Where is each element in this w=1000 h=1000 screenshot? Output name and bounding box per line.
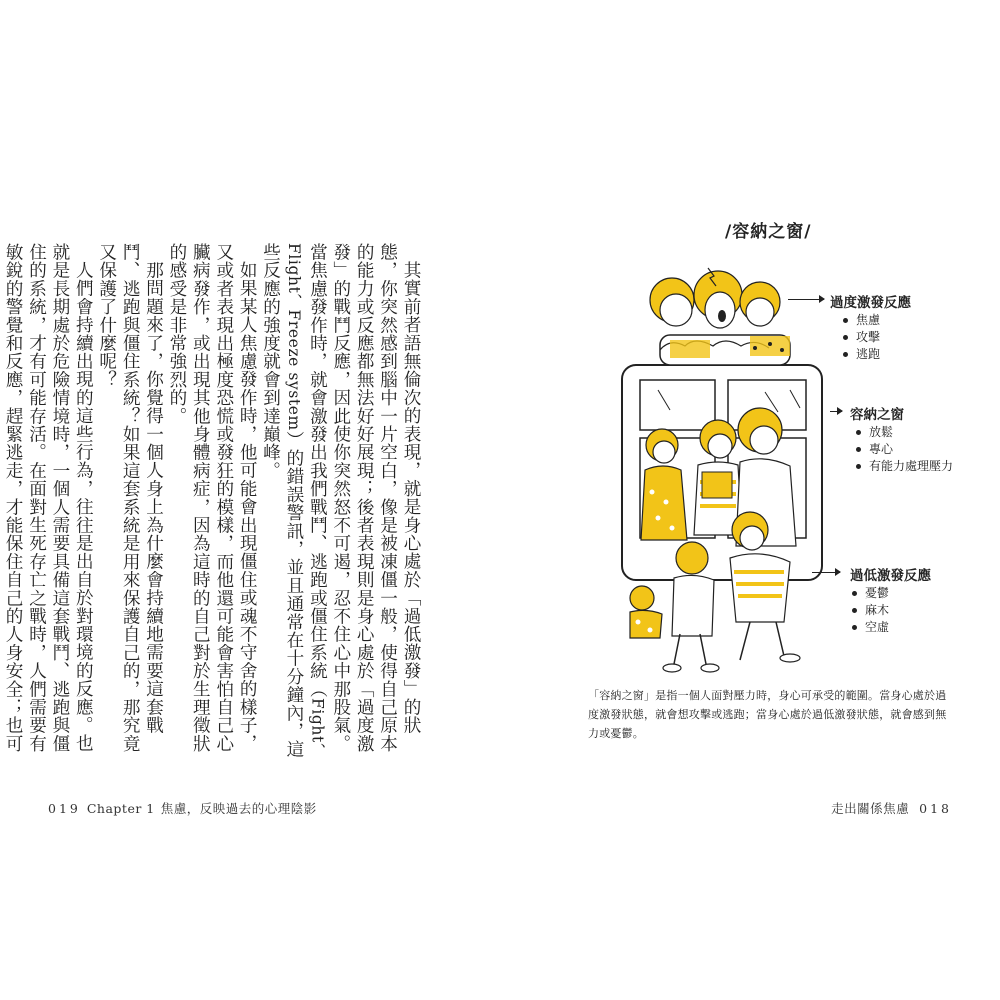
list-item: 專心 <box>856 441 953 458</box>
window-of-tolerance-heading: 容納之窗 <box>850 407 904 423</box>
window-of-tolerance-illustration <box>600 240 840 680</box>
running-title: 走出關係焦慮 <box>831 801 910 816</box>
paragraph-1-tail: ）的錯誤警訊，並且通常在十分鐘內，這些反應的強度就會到達巔峰。 <box>260 243 304 759</box>
right-page-number: 018 <box>919 801 952 816</box>
left-page-number: 019 <box>48 801 81 816</box>
bullet-icon <box>856 447 861 452</box>
list-item: 逃跑 <box>843 346 880 363</box>
bullet-icon <box>843 352 848 357</box>
under-arousal-list <box>852 585 889 636</box>
arrow-right-icon <box>830 411 842 412</box>
window-of-tolerance-list <box>856 424 953 475</box>
paragraph-4: 人們會持續出現的這些行為，往往是出自於對環境的反應。也就是長期處於危險情境時，一個人需要具備這套戰鬥、逃跑與僵住的系統，才有可能存活。在面對生死存亡之戰時，人們需要有敏銳的警覺和反應，趕緊逃走，才能保住自己的人身安全；也可 <box>3 243 94 753</box>
chapter-title: 焦慮，反映過去的心理陰影 <box>160 801 317 816</box>
paragraph-2: 如果某人焦慮發作時，他可能會出現僵住或魂不守舍的樣子，又或者表現出極度恐慌或發狂的模樣，而他還可能會害怕自己心臟病發作，或出現其他身體病症，因為這時的自己對於生理徵狀的感受是非常強烈的。 <box>166 243 258 753</box>
figure-title: /容納之窗/ <box>725 222 812 242</box>
list-item: 空虛 <box>852 619 889 636</box>
left-footer <box>48 799 317 817</box>
bullet-icon <box>856 430 861 435</box>
bullet-icon <box>843 318 848 323</box>
paragraph-1-latin: Fight、Flight、Freeze system <box>284 243 327 759</box>
paragraph-3: 那問題來了，你覺得一個人身上為什麼會持續地需要這套戰鬥、逃跑與僵住系統？如果這套系統是用來保護自己的，那究竟又保護了什麼呢？ <box>96 243 164 753</box>
list-item: 放鬆 <box>856 424 953 441</box>
list-item: 焦慮 <box>843 312 880 329</box>
arrow-right-icon <box>812 572 840 573</box>
list-item: 攻擊 <box>843 329 880 346</box>
figure-caption: 「容納之窗」是指一個人面對壓力時，身心可承受的範圍。當身心處於過度激發狀態，就會想攻擊或逃跑；當身心處於過低激發狀態，就會感到無力或憂鬱。 <box>588 689 947 740</box>
right-footer <box>831 799 952 817</box>
bullet-icon <box>852 608 857 613</box>
over-arousal-list <box>843 312 880 363</box>
bullet-icon <box>843 335 848 340</box>
bullet-icon <box>852 625 857 630</box>
under-arousal-heading: 過低激發反應 <box>850 568 931 584</box>
middle-figures <box>641 408 796 546</box>
paragraph-1-text: 其實前者語無倫次的表現，就是身心處於「過低激發」的狀態，你突然感到腦中一片空白，像是被凍僵一般，使得自己原本的能力或反應都無法好好展現；後者表現則是身心處於「過度激發」的戰鬥反應，因此使你突然怒不可遏，忍不住心中那股氣。當焦慮發作時，就會激發出我們戰鬥、逃跑或僵住系統（ <box>307 243 421 753</box>
list-item: 有能力處理壓力 <box>856 458 953 475</box>
chapter-label: Chapter 1 <box>86 801 155 816</box>
top-figures <box>650 268 790 365</box>
body-text <box>3 243 422 763</box>
paragraph-1 <box>258 243 422 763</box>
arrow-right-icon <box>788 299 824 300</box>
bullet-icon <box>852 591 857 596</box>
list-item: 憂鬱 <box>852 585 889 602</box>
list-item: 麻木 <box>852 602 889 619</box>
over-arousal-heading: 過度激發反應 <box>830 295 911 311</box>
bullet-icon <box>856 464 861 469</box>
